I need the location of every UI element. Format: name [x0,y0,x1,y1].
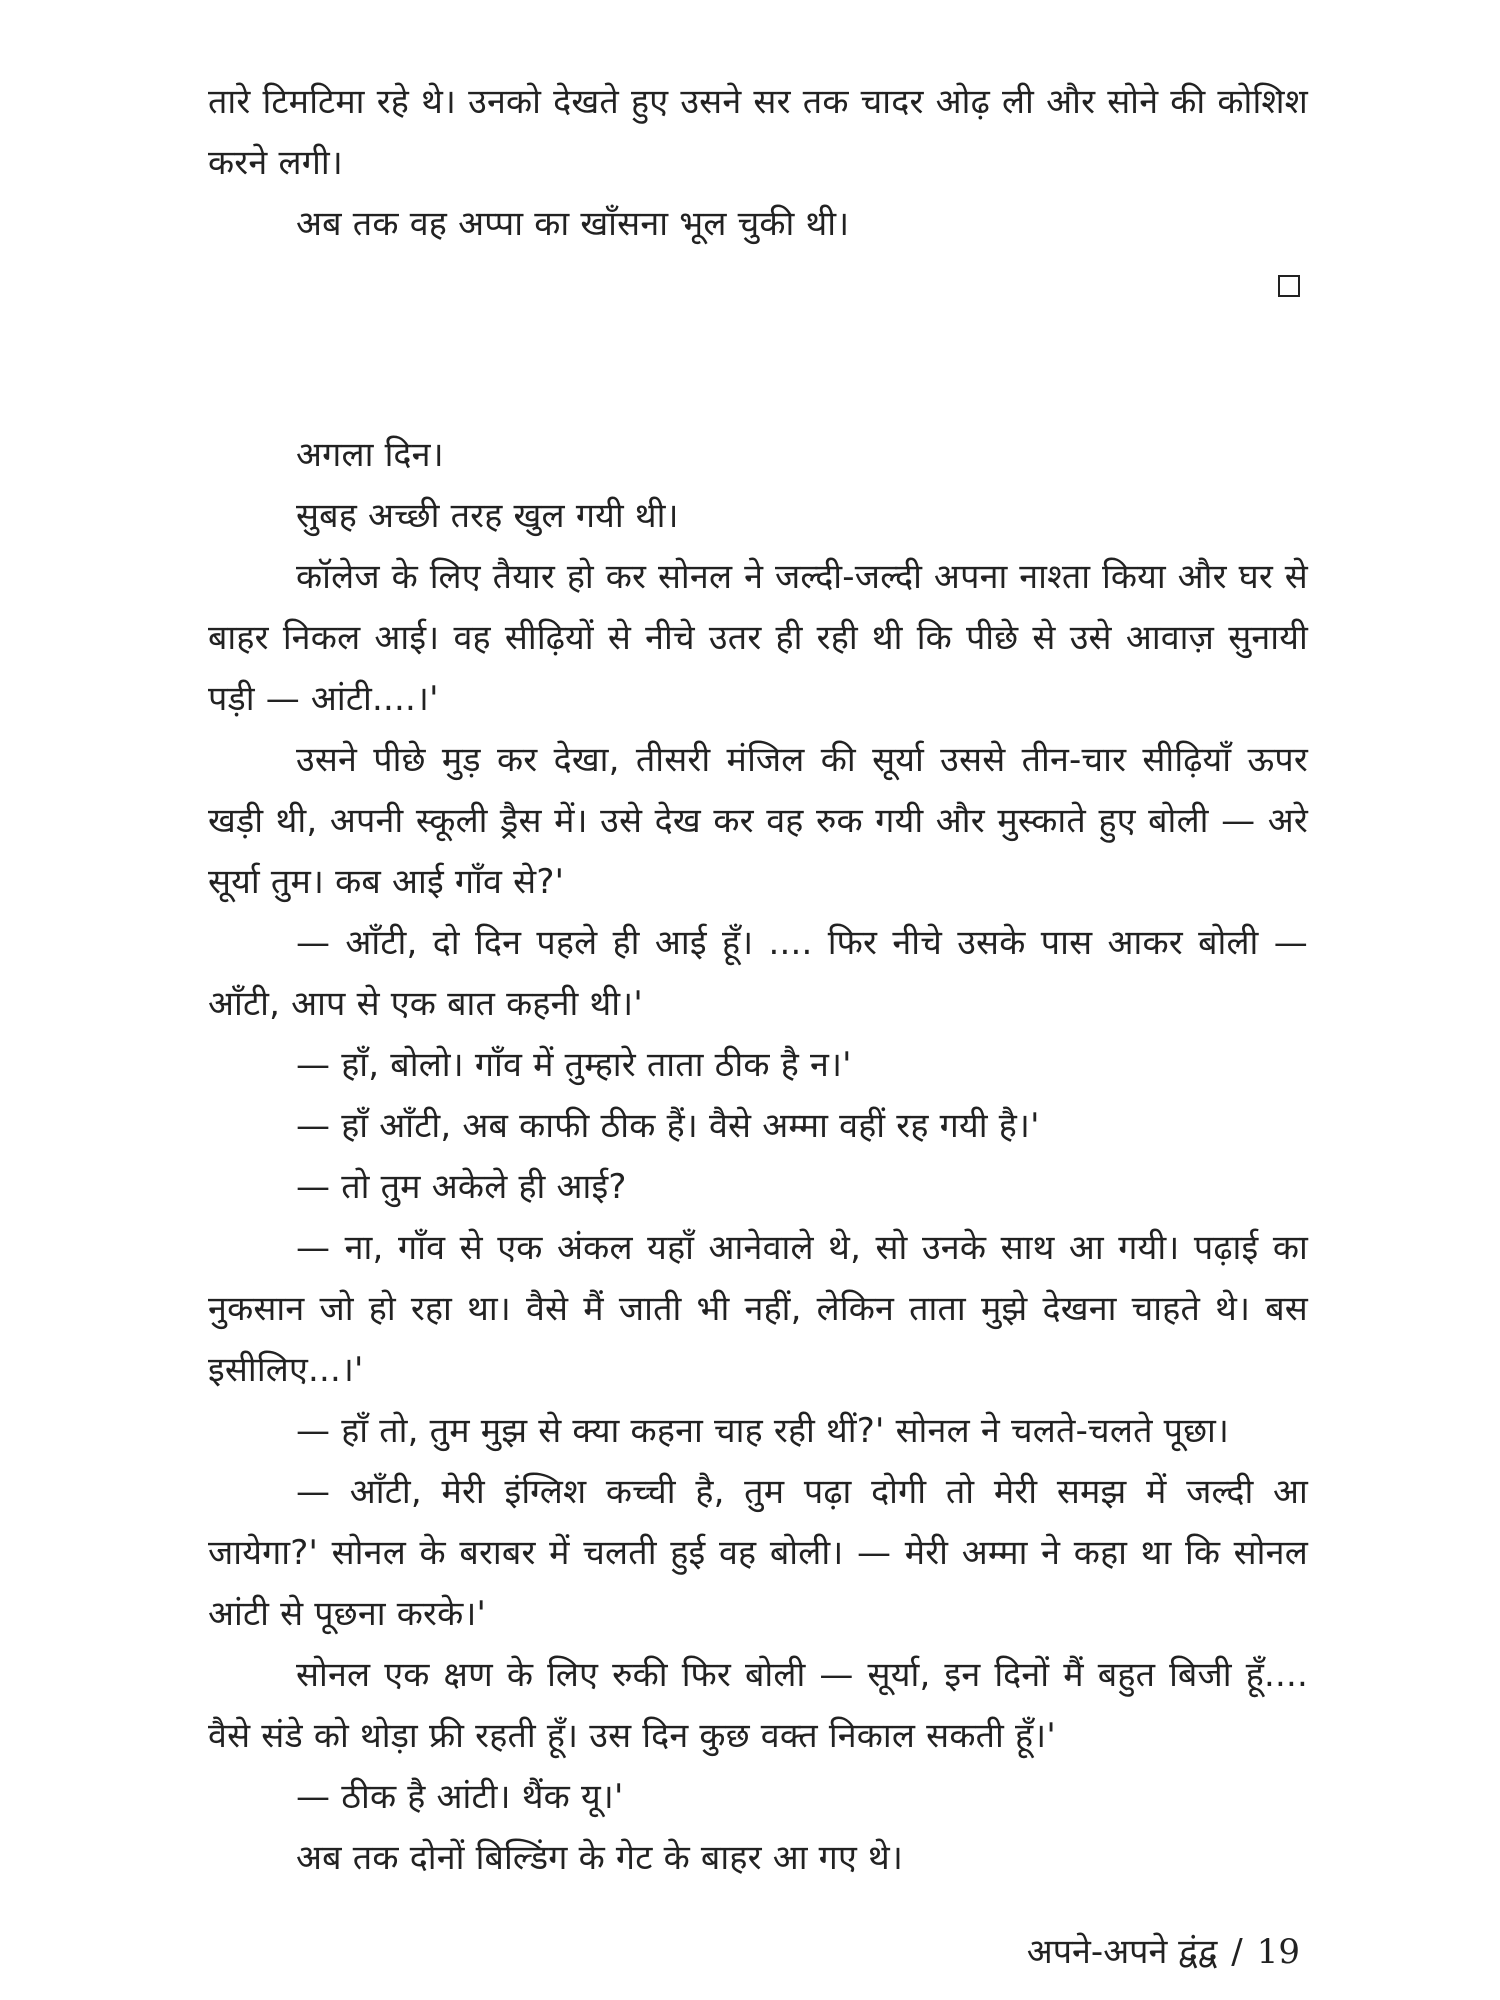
dialogue-paragraph: — आँटी, मेरी इंग्लिश कच्ची है, तुम पढ़ा दोगी तो मेरी समझ में जल्दी आ जायेगा?' सोनल के बराबर में चलती हुई वह बोली। — मेरी अम्मा ने कहा था कि सोनल आंटी से पूछना करके।' [208,1472,1308,1634]
new-section-body [208,425,1308,1889]
page-number: 19 [1256,1932,1300,1972]
previous-section-ending [208,72,1308,255]
paragraph: कॉलेज के लिए तैयार हो कर सोनल ने जल्दी-जल्दी अपना नाश्ता किया और घर से बाहर निकल आई। वह सीढ़ियों से नीचे उतर ही रही थी कि पीछे से उसे आवाज़ सुनायी पड़ी — आंटी....।' [208,557,1308,719]
paragraph: अब तक दोनों बिल्डिंग के गेट के बाहर आ गए थे। [296,1838,904,1878]
page-footer [1027,1932,1300,1972]
paragraph: अगला दिन। [296,435,444,475]
paragraph: सुबह अच्छी तरह खुल गयी थी। [296,496,679,536]
dialogue-paragraph: — हाँ तो, तुम मुझ से क्या कहना चाह रही थीं?' सोनल ने चलते-चलते पूछा। [296,1411,1230,1451]
running-book-title: अपने-अपने द्वंद्व [1026,1932,1218,1972]
dialogue-paragraph: — ना, गाँव से एक अंकल यहाँ आनेवाले थे, सो उनके साथ आ गयी। पढ़ाई का नुकसान जो हो रहा था। वैसे मैं जाती भी नहीं, लेकिन ताता मुझे देखना चाहते थे। बस इसीलिए...।' [208,1228,1308,1390]
section-end-square-icon [1278,275,1300,297]
dialogue-paragraph: — तो तुम अकेले ही आई? [296,1167,627,1207]
paragraph: सोनल एक क्षण के लिए रुकी फिर बोली — सूर्या, इन दिनों मैं बहुत बिजी हूँ.... वैसे संडे को थोड़ा फ्री रहती हूँ। उस दिन कुछ वक्त निकाल सकती हूँ।' [208,1655,1308,1756]
footer-separator: / [1231,1932,1243,1972]
paragraph: उसने पीछे मुड़ कर देखा, तीसरी मंजिल की सूर्या उससे तीन-चार सीढ़ियाँ ऊपर खड़ी थी, अपनी स्कूली ड्रैस में। उसे देख कर वह रुक गयी और मुस्काते हुए बोली — अरे सूर्या तुम। कब आई गाँव से?' [208,740,1308,902]
dialogue-paragraph: — ठीक है आंटी। थैंक यू।' [296,1777,624,1817]
paragraph: तारे टिमटिमा रहे थे। उनको देखते हुए उसने सर तक चादर ओढ़ ली और सोने की कोशिश करने लगी। [208,82,1308,183]
dialogue-paragraph: — आँटी, दो दिन पहले ही आई हूँ। .... फिर नीचे उसके पास आकर बोली — आँटी, आप से एक बात कहनी थी।' [208,923,1308,1024]
paragraph: अब तक वह अप्पा का खाँसना भूल चुकी थी। [296,204,850,244]
dialogue-paragraph: — हाँ आँटी, अब काफी ठीक हैं। वैसे अम्मा वहीं रह गयी है।' [296,1106,1040,1146]
dialogue-paragraph: — हाँ, बोलो। गाँव में तुम्हारे ताता ठीक है न।' [296,1045,852,1085]
